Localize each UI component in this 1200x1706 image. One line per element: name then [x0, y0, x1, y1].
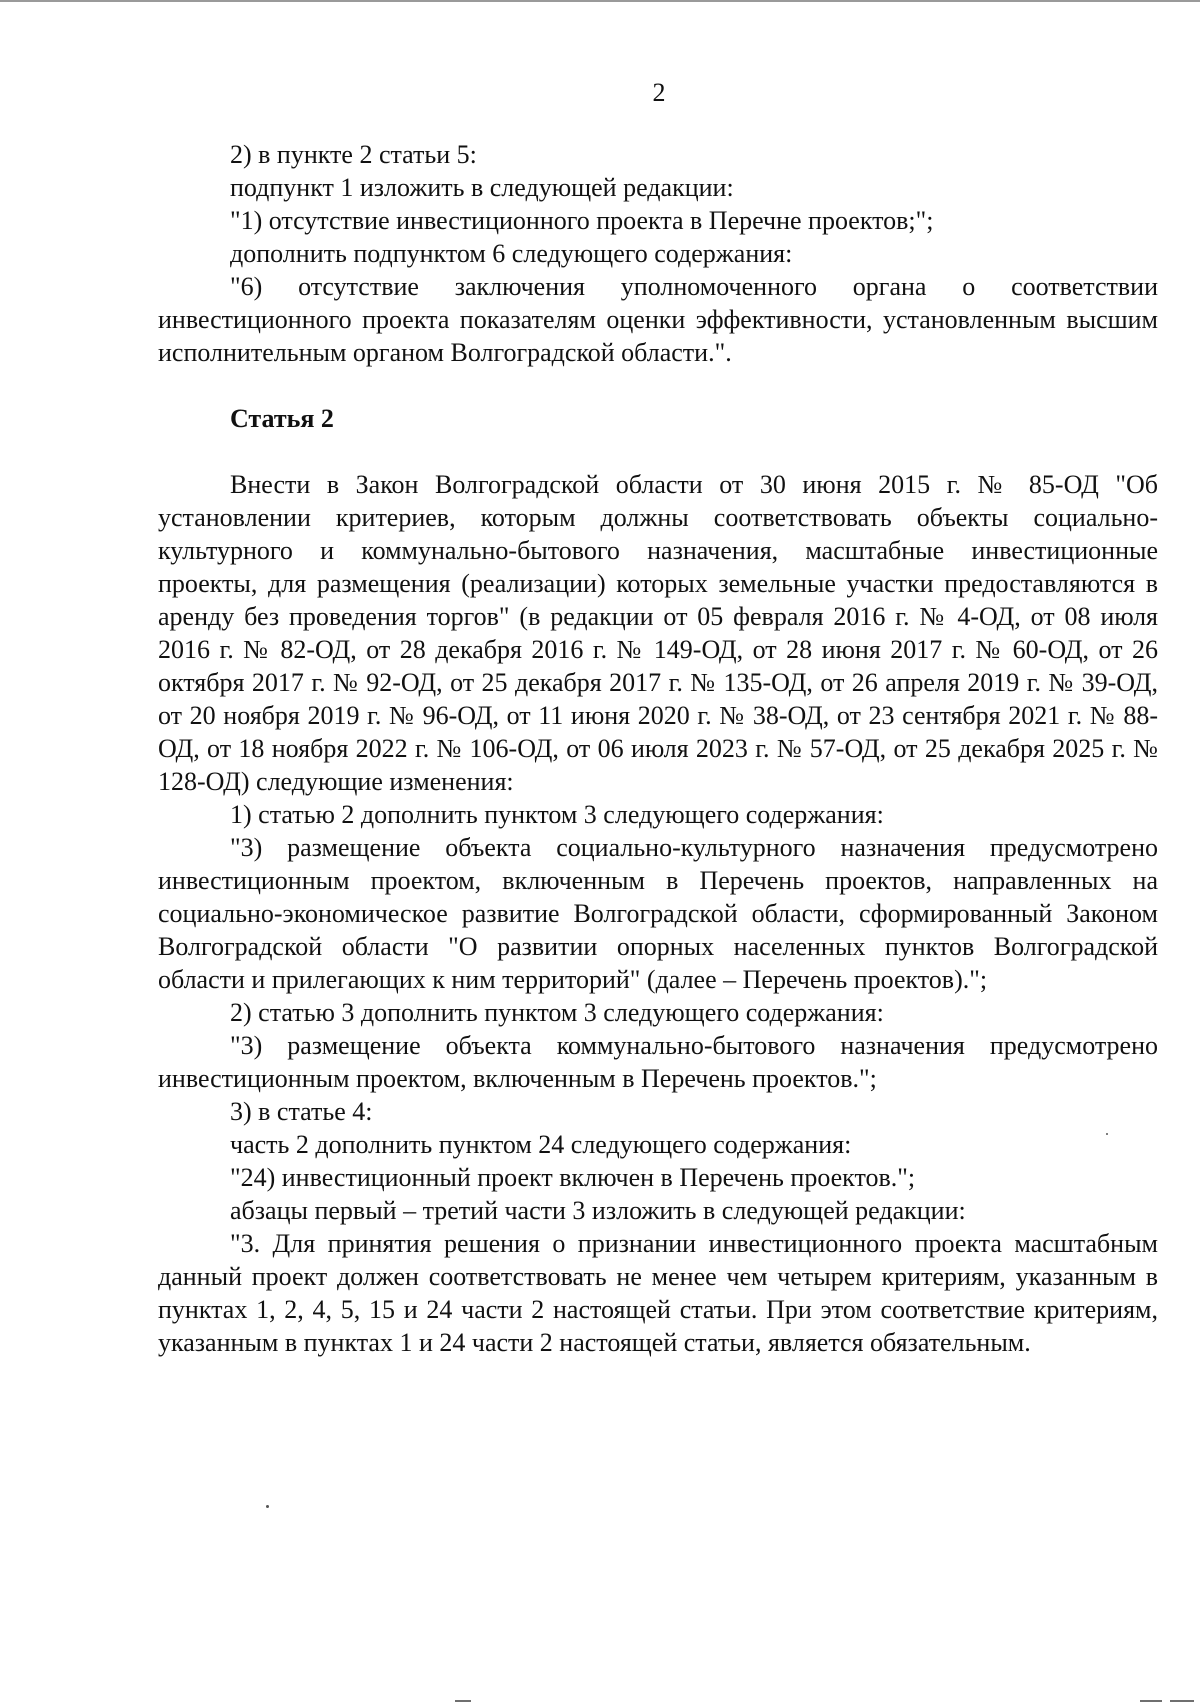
paragraph-subitem-1-instruction: подпункт 1 изложить в следующей редакции:: [230, 173, 734, 202]
paragraph-item-2-text: "3) размещение объекта коммунально-бытового назначения предусмотрено инвестиционным проектом, включенным в Перечень проектов.";: [158, 1031, 1158, 1093]
article-heading: Статья 2: [230, 404, 334, 433]
paragraph-item-3-header: 3) в статье 4:: [230, 1097, 373, 1126]
scan-speck: [266, 1505, 269, 1508]
paragraph-part-3-text: "3. Для принятия решения о признании инвестиционного проекта масштабным данный проект должен соответствовать не менее чем четырем критериям, указанным в пунктах 1, 2, 4, 5, 15 и 24 части 2 настоящей статьи. При этом соответствие критериям, указанным в пунктах 1 и 24 части 2 настоящей статьи, является обязательным.: [158, 1229, 1158, 1357]
scan-bottom-edge: [0, 1696, 1200, 1706]
paragraph-subitem-6-instruction: дополнить подпунктом 6 следующего содержания:: [230, 239, 793, 268]
paragraph-part-2-instruction: часть 2 дополнить пунктом 24 следующего содержания:: [230, 1130, 852, 1159]
paragraph-point-24-text: "24) инвестиционный проект включен в Перечень проектов.";: [230, 1163, 916, 1192]
paragraph-item-1-instruction: 1) статью 2 дополнить пунктом 3 следующего содержания:: [230, 800, 884, 829]
page-number: 2: [652, 78, 666, 107]
scan-top-edge: [0, 0, 1200, 2]
paragraph-subitem-6-text: "6) отсутствие заключения уполномоченного органа о соответствии инвестиционного проекта показателям оценки эффективности, установленным высшим исполнительным органом Волгоградской области.".: [158, 272, 1158, 367]
paragraph-part-3-instruction: абзацы первый – третий части 3 изложить в следующей редакции:: [230, 1196, 966, 1225]
paragraph-subitem-1-text: "1) отсутствие инвестиционного проекта в Перечне проектов;";: [230, 206, 934, 235]
paragraph-item-2-header: 2) в пункте 2 статьи 5:: [230, 140, 477, 169]
paragraph-item-2-instruction: 2) статью 3 дополнить пунктом 3 следующего содержания:: [230, 998, 884, 1027]
paragraph-amendment-intro: Внести в Закон Волгоградской области от 30 июня 2015 г. № 85-ОД "Об установлении критериев, которым должны соответствовать объекты социально-культурного и коммунально-бытового назначения, масштабные инвестиционные проекты, для размещения (реализации) которых земельные участки предоставляются в аренду без проведения торгов" (в редакции от 05 февраля 2016 г. № 4-ОД, от 08 июля 2016 г. № 82-ОД, от 28 декабря 2016 г. № 149-ОД, от 28 июня 2017 г. № 60-ОД, от 26 октября 2017 г. № 92-ОД, от 25 декабря 2017 г. № 135-ОД, от 26 апреля 2019 г. № 39-ОД, от 20 ноября 2019 г. № 96-ОД, от 11 июня 2020 г. № 38-ОД, от 23 сентября 2021 г. № 88-ОД, от 18 ноября 2022 г. № 106-ОД, от 06 июля 2023 г. № 57-ОД, от 25 декабря 2025 г. № 128-ОД) следующие изменения:: [158, 470, 1158, 796]
document-body: [158, 138, 1158, 1359]
paragraph-item-1-text: "3) размещение объекта социально-культурного назначения предусмотрено инвестиционным проектом, включенным в Перечень проектов, направленных на социально-экономическое развитие Волгоградской области, сформированный Законом Волгоградской области "О развитии опорных населенных пунктов Волгоградской области и прилегающих к ним территорий" (далее – Перечень проектов).";: [158, 833, 1158, 994]
scan-speck: [1106, 1133, 1108, 1135]
